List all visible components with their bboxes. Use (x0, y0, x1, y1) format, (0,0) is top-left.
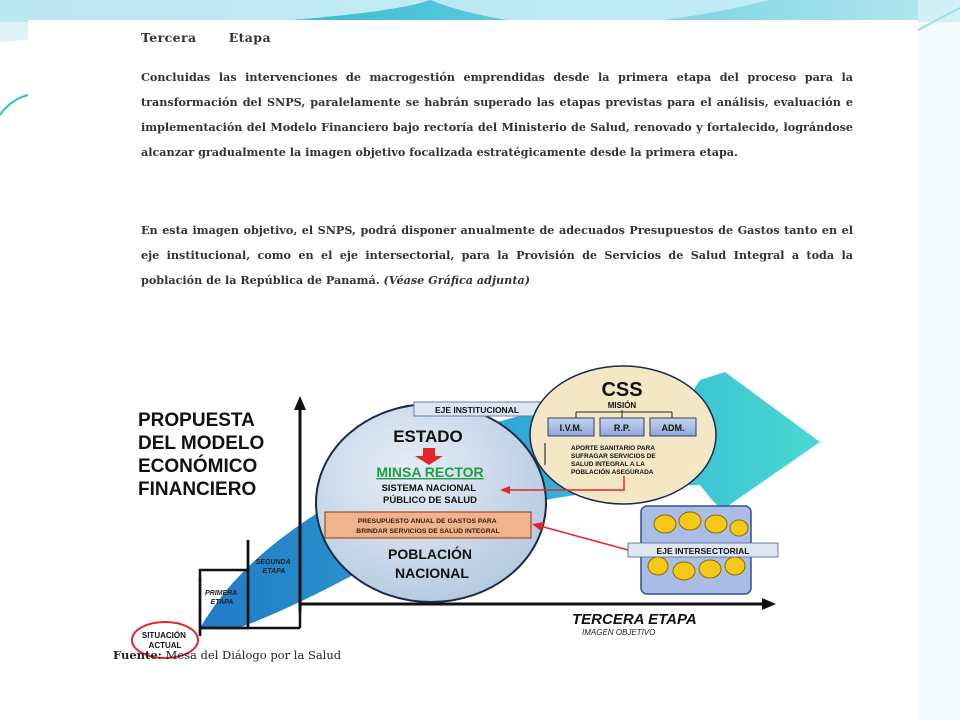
section-heading: Tercera Etapa (141, 30, 271, 45)
tercera-etapa-subtitle: IMAGEN OBJETIVO (582, 628, 656, 637)
y-axis-arrowhead (294, 396, 306, 410)
paragraph-1: Concluidas las intervenciones de macrogestión emprendidas desde la primera etapa del proceso para la transformación del SNPS, paralelamente se habrán superado las etapas previstas para el análisis, evaluación e implementación del Modelo Financiero bajo rectoría del Ministerio de Salud, renovado y fortalecido, lográndose alcanzar gradualmente la imagen objetivo focalizada estratégicamente desde la primera etapa. (141, 70, 853, 159)
coin-icon (673, 562, 695, 580)
coin-icon (654, 515, 676, 533)
paragraph-2-italic: (Véase Gráfica adjunta) (383, 273, 531, 287)
x-axis-arrowhead (762, 598, 776, 610)
estado-label: ESTADO (393, 427, 463, 446)
source-text: Mesa del Diálogo por la Salud (165, 648, 342, 662)
coin-icon (648, 557, 668, 575)
diagram-title (138, 410, 270, 500)
sistema-label: SISTEMA NACIONAL PÚBLICO DE SALUD (381, 483, 477, 506)
presupuesto-label: PRESUPUESTO ANUAL DE GASTOS PARA BRINDAR SERVICIOS DE SALUD INTEGRAL (356, 518, 500, 535)
source-note (113, 648, 341, 662)
adm-label: ADM. (661, 423, 685, 433)
coin-icon (705, 515, 727, 533)
coin-icon (699, 560, 721, 578)
coin-icon (679, 512, 701, 530)
source-label: Fuente: (113, 648, 162, 662)
poblacion-label: POBLACIÓN NACIONAL (388, 546, 473, 581)
primera-label: PRIMERA ETAPA (205, 590, 238, 606)
coin-icon (725, 557, 745, 575)
mision-label: MISIÓN (607, 401, 637, 410)
intersectorial-link-line (540, 526, 628, 550)
eje-institucional-label: EJE INSTITUCIONAL (434, 405, 520, 415)
minsa-label: MINSA RECTOR (376, 464, 484, 480)
css-label: CSS (601, 379, 643, 401)
rp-label: R.P. (613, 423, 631, 433)
paragraph-2-text: En esta imagen objetivo, el SNPS, podrá disponer anualmente de adecuados Presupuestos de Gastos tanto en el eje institucional, como en el eje intersectorial, para la Provisión de Servicios de Salud Integral a toda la población de la República de Panamá. (141, 223, 853, 287)
red-arrow-shaft (423, 448, 435, 456)
segunda-label: SEGUNDA ETAPA (255, 559, 291, 575)
ivm-label: I.V.M. (559, 423, 583, 433)
title-line-1: PROPUESTA (138, 410, 255, 431)
situacion-actual-label: SITUACIÓN ACTUAL (141, 631, 186, 650)
title-line-2: DEL MODELO (138, 433, 265, 454)
coin-icon (730, 520, 748, 536)
tercera-etapa-title: TERCERA ETAPA (572, 611, 697, 628)
eje-intersectorial-label: EJE INTERSECTORIAL (656, 546, 750, 556)
title-line-4: FINANCIERO (138, 479, 257, 500)
aporte-label: APORTE SANITARIO PARA SUFRAGAR SERVICIOS DE SALUD INTEGRAL A LA POBLACIÓN ASEGURADA (571, 445, 656, 476)
title-line-3: ECONÓMICO (138, 456, 258, 477)
